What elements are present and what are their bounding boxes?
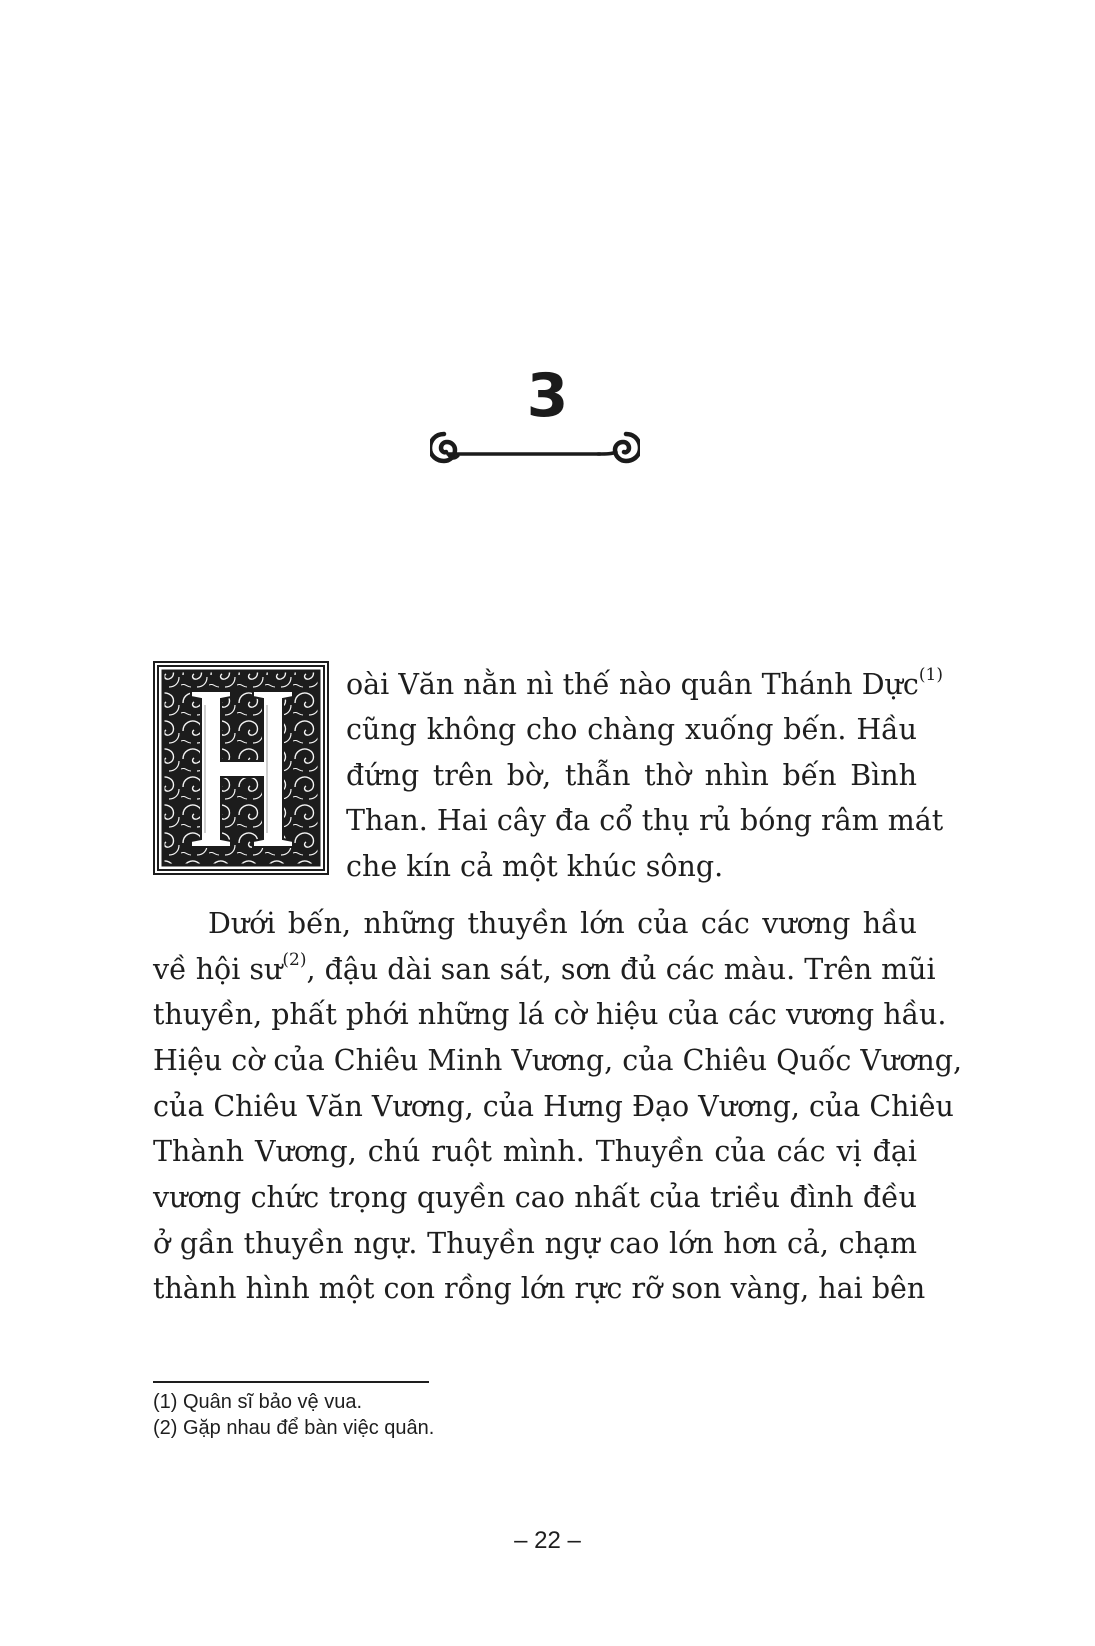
text-line: đứng trên bờ, thẫn thờ nhìn bến Bình — [346, 759, 917, 792]
text-line: thuyền, phất phới những lá cờ hiệu của các vương hầu. — [153, 998, 947, 1031]
text-line: ở gần thuyền ngự. Thuyền ngự cao lớn hơn cả, chạm — [153, 1227, 917, 1260]
text-line: về hội sư$^{(2)}$, đậu dài san sát, sơn đủ các màu. Trên mũi — [153, 949, 936, 986]
text-line: Dưới bến, những thuyền lớn của các vương hầu — [208, 907, 917, 940]
ornamental-initial-letter-icon — [153, 661, 329, 875]
text-line: Than. Hai cây đa cổ thụ rủ bóng râm mát — [346, 804, 944, 837]
text-line: cũng không cho chàng xuống bến. Hầu — [346, 713, 917, 746]
text-line: oài Văn nằn nì thế nào quân Thánh Dực$^{(1)}$ — [346, 664, 943, 701]
footnote: (1) Quân sĩ bảo vệ vua. — [153, 1391, 363, 1413]
text-line: của Chiêu Văn Vương, của Hưng Đạo Vương, của Chiêu — [153, 1090, 954, 1123]
page-number: – 22 – — [514, 1527, 581, 1554]
scroll-flourish-divider-icon — [430, 424, 640, 468]
text-line: Thành Vương, chú ruột mình. Thuyền của các vị đại — [153, 1135, 917, 1168]
text-line: vương chức trọng quyền cao nhất của triều đình đều — [153, 1181, 917, 1214]
footnote-ref: (2) — [282, 949, 307, 970]
text-line: thành hình một con rồng lớn rực rỡ son vàng, hai bên — [153, 1272, 926, 1305]
footnote-ref: (1) — [918, 664, 943, 685]
chapter-number: 3 — [526, 361, 569, 431]
footnote: (2) Gặp nhau để bàn việc quân. — [153, 1417, 435, 1439]
text-line: Hiệu cờ của Chiêu Minh Vương, của Chiêu Quốc Vương, — [153, 1044, 963, 1077]
text-line: che kín cả một khúc sông. — [346, 850, 724, 883]
footnote-divider — [153, 1381, 429, 1383]
